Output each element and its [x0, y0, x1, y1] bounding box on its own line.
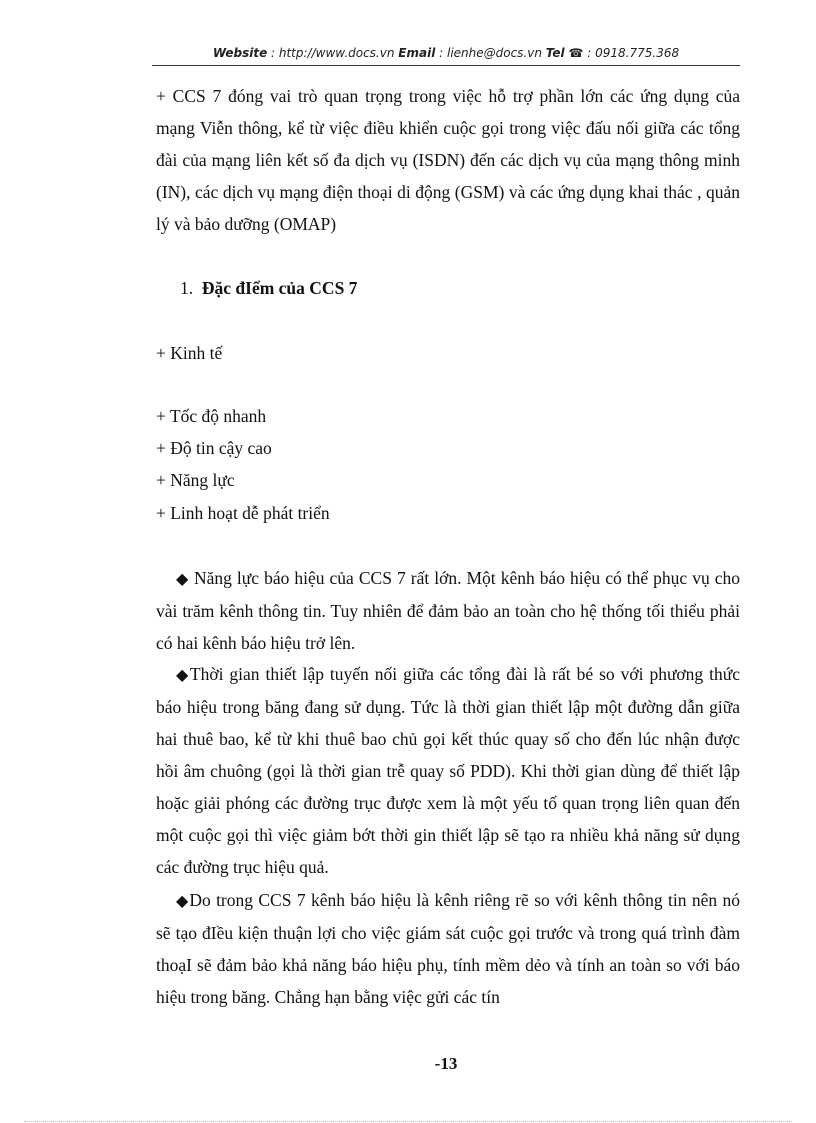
feature-item: + Độ tin cậy cao	[156, 438, 272, 458]
website-label: Website	[212, 46, 268, 60]
section-heading	[180, 278, 357, 299]
intro-paragraph: + CCS 7 đóng vai trò quan trọng trong việc hỗ trợ phần lớn các ứng dụng của mạng Viễn thông, kể từ việc điều khiển cuộc gọi trong việc đấu nối giữa các tổng đài của mạng liên kết số đa dịch vụ (ISDN) đến các dịch vụ của mạng thông minh (IN), các dịch vụ mạng điện thoại di động (GSM) và các ứng dụng khai thác , quản lý và bảo dưỡng (OMAP)	[156, 86, 740, 234]
tel-label: Tel	[545, 46, 565, 60]
header-divider	[152, 65, 740, 66]
separate-channel-paragraph	[156, 884, 740, 1013]
setup-time-paragraph	[156, 658, 740, 883]
separate-channel-text: Do trong CCS 7 kênh báo hiệu là kênh riêng rẽ so với kênh thông tin nên nó sẽ tạo đIều kiện thuận lợi cho việc giám sát cuộc gọi trước và trong quá trình đàm thoạI sẽ đảm bảo khả năng báo hiệu phụ, tính mềm dẻo và tính an toàn so với báo hiệu trong băng. Chẳng hạn bằng việc gửi các tín	[156, 890, 740, 1007]
feature-item: + Năng lực	[156, 470, 235, 490]
email-value: : lienhe@docs.vn	[435, 46, 546, 60]
feature-item: + Kinh tế	[156, 343, 223, 363]
feature-item: + Tốc độ nhanh	[156, 406, 267, 426]
page-header	[152, 46, 740, 60]
tel-value: : 0918.775.368	[583, 46, 680, 60]
diamond-bullet-icon: ◆	[176, 665, 190, 684]
diamond-bullet-icon: ◆	[176, 891, 190, 910]
page-bottom-divider	[24, 1121, 792, 1122]
section-title: Đặc đIểm của CCS 7	[201, 278, 358, 298]
section-number: 1.	[180, 278, 194, 298]
diamond-bullet-icon: ◆	[176, 569, 189, 588]
capacity-text: Năng lực báo hiệu của CCS 7 rất lớn. Một kênh báo hiệu có thể phục vụ cho vài trăm kênh thông tin. Tuy nhiên để đảm bảo an toàn cho hệ thống tối thiểu phải có hai kênh báo hiệu trở lên.	[156, 568, 740, 653]
website-value: : http://www.docs.vn	[267, 46, 399, 60]
phone-icon: ☎	[568, 46, 584, 60]
setup-time-text: Thời gian thiết lập tuyến nối giữa các tổng đài là rất bé so với phương thức báo hiệu trong băng đang sử dụng. Tức là thời gian thiết lập một đường dẫn giữa hai thuê bao, kể từ khi thuê bao chủ gọi kết thúc quay số cho đến lúc nhận được hồi âm chuông (gọi là thời gian trễ quay số PDD). Khi thời gian dùng để thiết lập hoặc giải phóng các đường trục được xem là một yếu tố quan trọng liên quan đến một cuộc gọi thì việc giảm bớt thời gin thiết lập sẽ tạo ra nhiều khả năng sử dụng các đường trục hiệu quả.	[156, 664, 741, 877]
email-label: Email	[398, 46, 436, 60]
page-number: -13	[434, 1054, 458, 1073]
capacity-paragraph	[156, 562, 740, 659]
feature-item: + Linh hoạt dễ phát triển	[156, 503, 330, 523]
